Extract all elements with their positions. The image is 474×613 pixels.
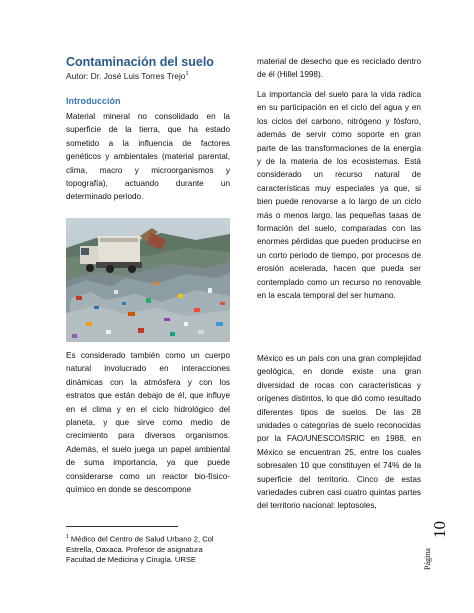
paragraph-natural-body: Es considerado también como un cuerpo natural involucrado en interacciones dinámicas con la atmósfera y con los estratos que están debajo de él, que influye en el clima y en el ciclo hidrológico del planeta, y que sirve como medio de crecimiento para diversos organismos. Además, el suelo juega un papel ambiental de suma importancia, ya que puede considerarse como un reactor bio-físico-químico en donde se descompone: [66, 351, 230, 495]
footnote-divider: [66, 526, 178, 527]
paragraph-mexico: México es un país con una gran complejidad geológica, en donde existe una gran diversidad de rocas con características y orígenes distintos, lo que dió como resultado diferentes tipos de suelos. De las 28 unidades o categorías de suelo reconocidas por la FAO/UNESCO/ISRIC en 1988, en México se encuentran 25, entre los cuales sobresalen 10 que constituyen el 74% de la superficie del territorio. Cinco de estas variedades cubren casi cuatro quintas partes del territorio nacional: leptosoles,: [257, 354, 421, 511]
section-heading: Introducción: [66, 96, 121, 106]
footnote-reference: 1: [185, 71, 189, 78]
footnote: [66, 532, 232, 565]
author-line: [66, 71, 189, 81]
footnote-mark: 1: [66, 534, 69, 540]
page-number: 10: [430, 521, 449, 538]
article-title: Contaminación del suelo: [66, 55, 214, 69]
landfill-photo: [66, 218, 230, 342]
paragraph-continuation: material de desecho que es reciclado dentro de él (Hillel 1998).: [257, 57, 421, 80]
page-label: Página: [423, 548, 432, 570]
author-name: Autor: Dr. José Luis Torres Trejo: [66, 71, 186, 81]
footnote-text: Médico del Centro de Salud Urbano 2, Col Estrella, Oaxaca. Profesor de asignatura Facultad de Medicina y Cirugía. URSE: [66, 534, 214, 565]
paragraph-definition: Material mineral no consolidado en la superficie de la tierra, que ha estado sometido a la influencia de factores genéticos y ambientales (material parental, clima, macro y microorganismos y topografía), actuando durante un determinado periodo.: [66, 112, 230, 202]
paragraph-importance: La importancia del suelo para la vida radica en su participación en el ciclo del agua y en los ciclos del carbono, nitrógeno y fósforo, además de servir como soporte en gran parte de las transformaciones de la energía y de la materia de los ecosistemas. Está considerado un recurso natural de características muy especiales ya que, si bien puede renovarse a lo largo de un ciclo más o menos largo, las pequeñas tasas de formación del suelo, comparadas con las enormes pérdidas que pueden producirse en un corto periodo de tiempo, por procesos de erosión acelerada, hacen que pueda ser contemplado como un recurso no renovable en la escala temporal del ser humano.: [257, 90, 421, 301]
